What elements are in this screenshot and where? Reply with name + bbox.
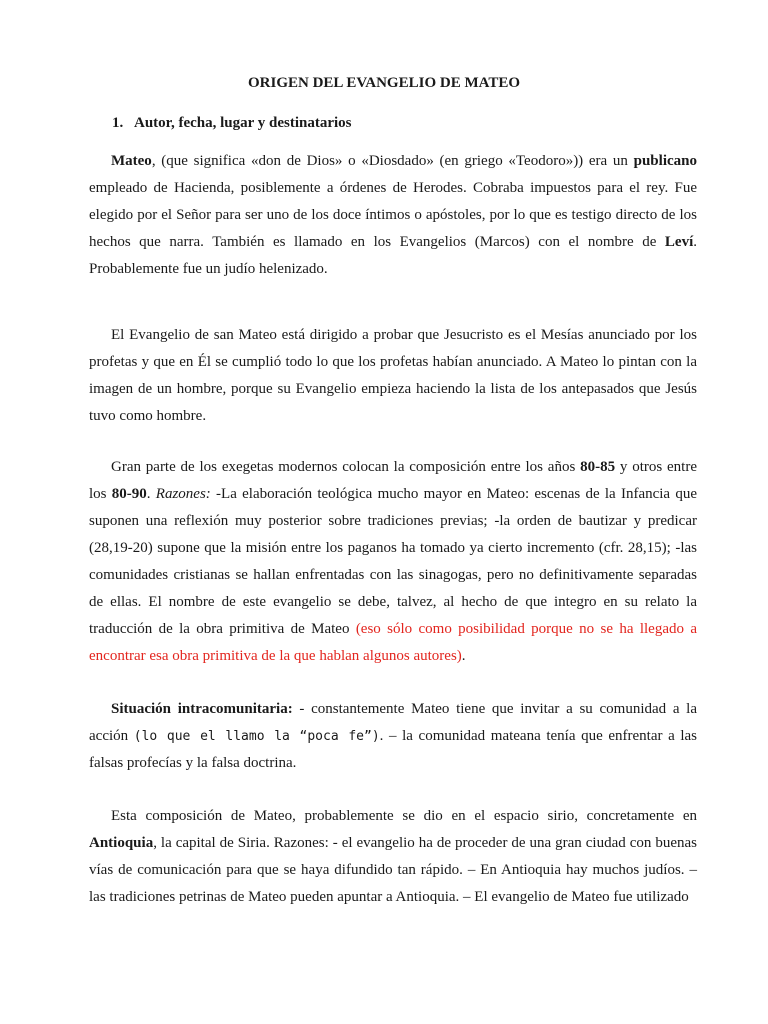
- term-publicano: publicano: [633, 153, 697, 169]
- text-run: . – la comunidad mateana tenía que enfrentar a las falsas profecías y la falsa doctrina.: [89, 728, 697, 771]
- text-run: y otros entre los: [89, 459, 697, 502]
- term-razones: Razones:: [155, 486, 211, 502]
- term-antioquia: Antioquia: [89, 835, 154, 851]
- section-heading: [112, 114, 352, 132]
- term-situacion: Situación intracomunitaria:: [111, 701, 293, 717]
- handwritten-note: (lo que el llamo la “poca fe”): [133, 729, 380, 744]
- term-mateo: Mateo: [111, 153, 152, 169]
- text-run: , la capital de Siria. Razones: - el evangelio ha de proceder de una gran ciudad con buenas vías de comunicación para que se haya difundido tan rápido. – En Antioquia hay muchos judíos. – las tradiciones petrinas de Mateo pueden apuntar a Antioquia. – El evangelio de Mateo fue utilizado: [89, 835, 697, 905]
- section-heading-text: Autor, fecha, lugar y destinatarios: [134, 115, 352, 131]
- text-run: Esta composición de Mateo, probablemente se dio en el espacio sirio, concretamente en: [111, 808, 697, 824]
- text-run: .: [146, 486, 156, 502]
- text-run: El Evangelio de san Mateo está dirigido a probar que Jesucristo es el Mesías anunciado por los profetas y que en Él se cumplió todo lo que los profetas habían anunciado. A Mateo lo pintan con la imagen de un hombre, porque su Evangelio empieza haciendo la lista de los antepasados que Jesús tuvo como hombre.: [89, 327, 697, 424]
- text-run: empleado de Hacienda, posiblemente a órdenes de Herodes. Cobraba impuestos para el rey. Fue elegido por el Señor para ser uno de los doce íntimos o apóstoles, por lo que es testigo directo de los hechos que narra. También es llamado en los Evangelios (Marcos) con el nombre de: [89, 180, 697, 250]
- term-levi: Leví: [664, 234, 694, 250]
- text-run: - constantemente Mateo tiene que invitar a su comunidad a la acción: [89, 701, 698, 744]
- paragraph-place: [89, 803, 697, 911]
- text-run: Gran parte de los exegetas modernos colocan la composición entre los años: [111, 459, 581, 475]
- section-number: 1.: [112, 115, 124, 131]
- text-run: -La elaboración teológica mucho mayor en Mateo: escenas de la Infancia que suponen una reflexión muy posterior sobre tradiciones previas; -la orden de bautizar y predicar (28,19-20) supone que la misión entre los paganos ha tomado ya cierto incremento (cfr. 28,15); -las comunidades cristianas se hallan enfrentadas con las sinagogas, pero no definitivamente separadas de ellas. El nombre de este evangelio se debe, talvez, al hecho de que integro en su relato la traducción de la obra primitiva de Mateo: [89, 486, 697, 637]
- paragraph-author: [89, 148, 697, 283]
- red-note: (eso sólo como posibilidad porque no se ha llegado a encontrar esa obra primitiva de la que hablan algunos autores): [89, 621, 697, 664]
- text-run: .: [461, 648, 466, 664]
- paragraph-purpose: [89, 322, 697, 430]
- text-run: . Probablemente fue un judío helenizado.: [89, 234, 697, 277]
- term-years-80-85: 80-85: [580, 459, 616, 475]
- text-run: , (que significa «don de Dios» o «Diosdado» (en griego «Teodoro»)) era un: [151, 153, 634, 169]
- paragraph-community: [89, 696, 697, 777]
- document-title: ORIGEN DEL EVANGELIO DE MATEO: [248, 75, 520, 91]
- term-years-80-90: 80-90: [111, 486, 147, 502]
- paragraph-date: [89, 454, 697, 670]
